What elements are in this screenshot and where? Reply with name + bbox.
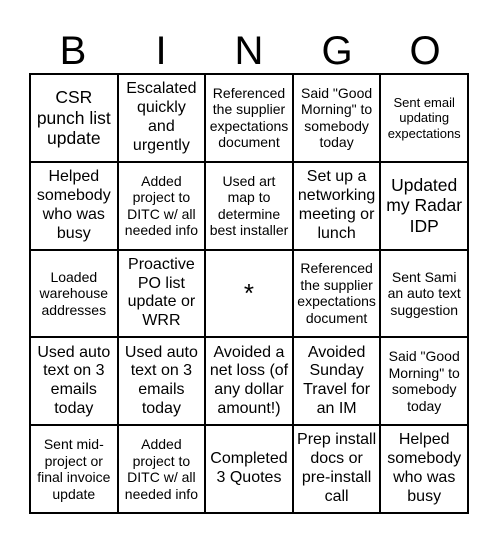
cell-text: Loaded warehouse addresses: [39, 268, 109, 318]
bingo-cell-r4c2[interactable]: [118, 337, 206, 425]
bingo-cell-r3c1[interactable]: [30, 250, 118, 338]
cell-text: Completed 3 Quotes: [210, 450, 288, 487]
cell-text: Avoided Sunday Travel for an IM: [303, 343, 371, 418]
bingo-cell-r1c1[interactable]: [30, 74, 118, 162]
cell-text: Used auto text on 3 emails today: [37, 343, 111, 418]
cell-text: Avoided a net loss (of any dollar amount!): [209, 343, 289, 418]
cell-text: Added project to DITC w/ all needed info: [124, 436, 198, 502]
bingo-cell-r5c3[interactable]: [205, 425, 293, 513]
bingo-cell-r5c5[interactable]: [380, 425, 468, 513]
bingo-cell-r3c4[interactable]: [293, 250, 381, 338]
bingo-cell-r1c5[interactable]: [380, 74, 468, 162]
cell-text: Updated my Radar IDP: [386, 174, 463, 237]
cell-text: Referenced the supplier expectations document: [297, 260, 376, 326]
bingo-header: [29, 28, 469, 74]
cell-text: Sent email updating expectations: [387, 94, 461, 141]
bingo-cell-r4c5[interactable]: [380, 337, 468, 425]
header-letter-o: O: [409, 29, 441, 73]
header-letter-b: B: [59, 29, 87, 73]
bingo-cell-r1c4[interactable]: [293, 74, 381, 162]
header-letter-i: I: [155, 29, 167, 73]
bingo-cell-r2c1[interactable]: [30, 162, 118, 250]
bingo-cell-free-space[interactable]: [205, 250, 293, 338]
cell-text: CSR punch list update: [36, 86, 111, 149]
bingo-cell-r1c2[interactable]: [118, 74, 206, 162]
bingo-cell-r3c5[interactable]: [380, 250, 468, 338]
cell-text: Set up a networking meeting or lunch: [297, 167, 376, 242]
bingo-board: [29, 73, 469, 514]
bingo-cell-r2c2[interactable]: [118, 162, 206, 250]
bingo-cell-r5c2[interactable]: [118, 425, 206, 513]
cell-text: Sent Sami an auto text suggestion: [387, 268, 461, 318]
cell-text: Helped somebody who was busy: [387, 431, 462, 505]
cell-text: Helped somebody who was busy: [36, 167, 111, 242]
bingo-cell-r2c5[interactable]: [380, 162, 468, 250]
bingo-cell-r4c1[interactable]: [30, 337, 118, 425]
cell-text: Used art map to determine best installer: [209, 172, 289, 239]
bingo-cell-r5c1[interactable]: [30, 425, 118, 513]
header-letter-n: N: [234, 29, 264, 73]
cell-text: Said "Good Morning" to somebody today: [388, 348, 460, 414]
bingo-cell-r2c3[interactable]: [205, 162, 293, 250]
cell-text: Said "Good Morning" to somebody today: [301, 84, 373, 151]
free-space-star: *: [243, 278, 255, 309]
bingo-cell-r5c4[interactable]: [293, 425, 381, 513]
cell-text: Proactive PO list update or WRR: [127, 255, 196, 330]
bingo-cell-r4c4[interactable]: [293, 337, 381, 425]
cell-text: Added project to DITC w/ all needed info: [124, 172, 198, 239]
cell-text: Sent mid-project or final invoice update: [37, 436, 111, 502]
header-letter-g: G: [321, 29, 353, 73]
cell-text: Prep install docs or pre-install call: [297, 431, 377, 505]
cell-text: Escalated quickly and urgently: [126, 80, 197, 154]
bingo-cell-r1c3[interactable]: [205, 74, 293, 162]
bingo-cell-r2c4[interactable]: [293, 162, 381, 250]
bingo-cell-r3c2[interactable]: [118, 250, 206, 338]
bingo-cell-r4c3[interactable]: [205, 337, 293, 425]
cell-text: Used auto text on 3 emails today: [124, 343, 198, 418]
cell-text: Referenced the supplier expectations document: [209, 84, 289, 151]
